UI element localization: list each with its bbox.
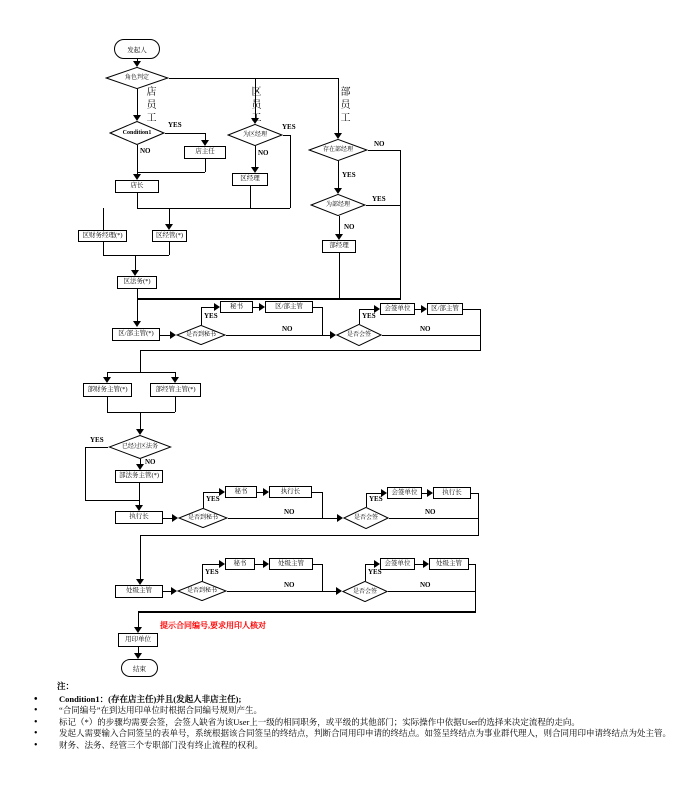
row3-countersign-label: 是否会签 xyxy=(352,588,377,595)
district-finance-node: 区财务经理(*) xyxy=(78,230,127,242)
connector-line xyxy=(255,564,263,565)
no-label: NO xyxy=(140,147,151,155)
no-label: NO xyxy=(284,581,295,589)
passed-district-legal-label: 已经过区法务 xyxy=(121,444,158,450)
connector-line xyxy=(366,493,381,494)
store-branch-label: 店员工 xyxy=(146,87,157,124)
connector-line xyxy=(140,412,141,429)
row1-countersign-decision xyxy=(336,324,382,346)
row2-approver-node: 执行长 xyxy=(115,511,163,524)
connector-line xyxy=(366,493,367,507)
no-label: NO xyxy=(420,581,431,589)
connector-line xyxy=(169,242,170,255)
yes-label: YES xyxy=(206,495,220,503)
end-label: 结束 xyxy=(133,665,146,673)
row3-countersign-decision xyxy=(342,581,388,602)
is-district-manager-decision xyxy=(227,124,283,146)
no-label: NO xyxy=(145,458,156,466)
connector-line xyxy=(103,242,104,255)
district-ops-node: 区经管(*) xyxy=(152,230,187,242)
connector-line xyxy=(137,145,138,175)
connector-line xyxy=(338,161,339,188)
connector-line xyxy=(359,309,374,310)
connector-line xyxy=(478,493,479,535)
row1-countersign-supervisor-node: 区/部主管 xyxy=(427,303,463,315)
connector-line xyxy=(382,335,480,336)
connector-line xyxy=(201,307,215,308)
yes-label: YES xyxy=(204,312,218,320)
row1-secretary-supervisor-node: 区/部主管 xyxy=(265,301,313,313)
row2-secretary-check-decision xyxy=(178,508,228,528)
connector-line xyxy=(203,492,219,493)
notes-heading: 注： xyxy=(57,681,75,691)
connector-line xyxy=(463,309,480,310)
connector-line xyxy=(138,612,139,628)
row3-secretary-supervisor-node: 处级主管 xyxy=(269,558,313,570)
connector-line xyxy=(389,518,478,519)
connector-line xyxy=(137,298,401,300)
connector-line xyxy=(475,564,476,612)
connector-line xyxy=(103,255,169,256)
yes-label: YES xyxy=(90,436,104,444)
connector-line xyxy=(137,208,290,209)
store-director-node: 店主任 xyxy=(184,146,226,159)
is-dept-manager-label: 为部经理 xyxy=(325,202,350,208)
connector-line xyxy=(365,564,374,565)
yes-label: YES xyxy=(368,568,382,576)
passed-district-legal-decision xyxy=(108,435,172,459)
no-label: NO xyxy=(374,140,385,148)
row2-countersign-decision xyxy=(343,507,389,529)
connector-line xyxy=(140,350,481,351)
district-manager-node: 区经理 xyxy=(232,173,268,186)
note-item: • “合同编号”在到达用印单位时根据合同编号规则产生。 xyxy=(28,705,686,717)
condition1-label: Condition1 xyxy=(122,130,152,136)
row2-countersign-unit-node: 会签单位 xyxy=(387,487,422,499)
start-node xyxy=(114,39,160,59)
connector-line xyxy=(322,564,323,591)
connector-line xyxy=(368,150,400,151)
connector-line xyxy=(137,193,138,208)
connector-line xyxy=(169,78,338,79)
connector-line xyxy=(138,611,476,613)
connector-line xyxy=(339,253,340,299)
yes-label: YES xyxy=(362,312,376,320)
connector-line xyxy=(85,500,139,501)
arrowhead xyxy=(133,321,141,327)
row1-approver-node: 区/部主管(*) xyxy=(112,328,160,341)
row1-secretary-check-decision xyxy=(176,325,226,345)
is-dept-manager-decision xyxy=(310,194,366,216)
no-label: NO xyxy=(425,508,436,516)
notes-section xyxy=(28,681,686,751)
dept-manager-node: 部经理 xyxy=(322,240,356,253)
row2-secretary-node: 秘书 xyxy=(225,486,257,498)
connector-line xyxy=(165,133,205,134)
note-item: • 发起人需要输入合同签呈的表单号，系统根据该合同签呈的终结点，判断合同用印申请的终结点。如签呈终结点为事业群代理人，则合同用印申请终结点为处主管。 xyxy=(28,728,686,740)
yes-label: YES xyxy=(282,123,296,131)
connector-line xyxy=(203,492,204,508)
connector-line xyxy=(388,591,475,592)
connector-line xyxy=(338,78,339,134)
is-district-manager-label: 为区经理 xyxy=(242,132,267,138)
connector-line xyxy=(400,150,401,299)
end-node xyxy=(121,659,158,677)
connector-line xyxy=(85,447,108,448)
dept-ops-node: 部经管主管(*) xyxy=(150,383,201,397)
row1-countersign-label: 是否会签 xyxy=(346,332,371,338)
dept-legal-node: 部法务主管(*) xyxy=(115,470,163,483)
connector-line xyxy=(107,372,175,373)
yes-label: YES xyxy=(342,171,356,179)
row1-secretary-node: 秘书 xyxy=(220,301,253,313)
connector-line xyxy=(471,493,478,494)
connector-line xyxy=(107,397,108,412)
connector-line xyxy=(205,159,206,172)
row3-secretary-check-decision xyxy=(177,581,227,601)
connector-line xyxy=(137,172,205,173)
connector-line xyxy=(339,216,340,234)
connector-line xyxy=(227,591,337,592)
connector-line xyxy=(415,564,423,565)
connector-line xyxy=(365,564,366,581)
row1-countersign-unit-node: 会签单位 xyxy=(380,303,415,315)
connector-line xyxy=(290,135,291,208)
connector-line xyxy=(175,397,176,412)
connector-line xyxy=(137,89,138,117)
connector-line xyxy=(137,300,138,321)
connector-line xyxy=(366,205,400,206)
no-label: NO xyxy=(344,223,355,231)
connector-line xyxy=(255,146,256,168)
row1-secretary-check-label: 是否到秘书 xyxy=(185,332,216,338)
row2-countersign-label: 是否会签 xyxy=(353,515,378,521)
connector-line xyxy=(322,492,323,518)
district-branch-label: 区员工 xyxy=(251,87,262,124)
connector-line xyxy=(140,535,141,579)
yes-label: YES xyxy=(168,121,182,129)
store-manager-node: 店长 xyxy=(115,180,159,193)
row3-secretary-check-label: 是否到秘书 xyxy=(186,588,217,594)
connector-line xyxy=(313,564,322,565)
connector-line xyxy=(250,186,251,208)
connector-line xyxy=(85,447,86,500)
red-hint-text: 提示合同编号,要求用印人核对 xyxy=(160,621,266,630)
connector-line xyxy=(139,483,140,506)
no-label: NO xyxy=(258,149,269,157)
row2-secretary-supervisor-node: 执行长 xyxy=(269,486,312,498)
has-dept-manager-decision xyxy=(308,139,368,161)
connector-line xyxy=(359,309,360,324)
connector-line xyxy=(169,208,170,224)
connector-line xyxy=(140,350,141,372)
connector-line xyxy=(140,535,479,536)
row3-secretary-node: 秘书 xyxy=(225,558,255,570)
no-label: NO xyxy=(420,325,431,333)
connector-line xyxy=(226,335,331,336)
dept-finance-node: 部财务主管(*) xyxy=(83,383,132,397)
seal-unit-node: 用印单位 xyxy=(118,633,158,647)
note-item: • 标记（*）的步骤均需要会签，会签人缺省为该User上一级的相同职务，或平级的其他部门；实际操作中依据User的选择来决定流程的走向。 xyxy=(28,717,686,729)
yes-label: YES xyxy=(205,568,219,576)
yes-label: YES xyxy=(369,495,383,503)
connector-line xyxy=(201,307,202,325)
connector-line xyxy=(228,518,338,519)
note-item: • 财务、法务、经管三个专职部门没有终止流程的权利。 xyxy=(28,740,686,752)
row2-countersign-supervisor-node: 执行长 xyxy=(433,487,471,499)
connector-line xyxy=(480,309,481,350)
has-dept-manager-label: 存在部经理 xyxy=(322,147,353,153)
no-label: NO xyxy=(284,508,295,516)
connector-line xyxy=(202,564,219,565)
connector-line xyxy=(312,492,322,493)
dept-branch-label: 部员工 xyxy=(340,87,351,124)
connector-line xyxy=(135,255,136,270)
row3-countersign-supervisor-node: 处级主管 xyxy=(429,558,469,570)
connector-line xyxy=(103,208,104,230)
start-label: 发起人 xyxy=(127,46,147,54)
role-check-decision xyxy=(105,67,169,89)
no-label: NO xyxy=(282,325,293,333)
connector-line xyxy=(202,564,203,581)
connector-line xyxy=(322,307,323,335)
row3-countersign-unit-node: 会签单位 xyxy=(380,558,415,570)
connector-line xyxy=(283,135,290,136)
row3-approver-node: 处级主管 xyxy=(115,585,163,598)
connector-line xyxy=(313,307,322,308)
connector-line xyxy=(107,412,175,413)
district-legal-node: 区法务(*) xyxy=(117,276,157,289)
notes-list xyxy=(28,694,686,752)
role-check-label: 角色判定 xyxy=(124,75,149,81)
row2-secretary-check-label: 是否到秘书 xyxy=(187,515,218,521)
yes-label: YES xyxy=(372,195,386,203)
note-item: • Condition1：(存在店主任)并且(发起人非店主任); xyxy=(28,694,686,706)
